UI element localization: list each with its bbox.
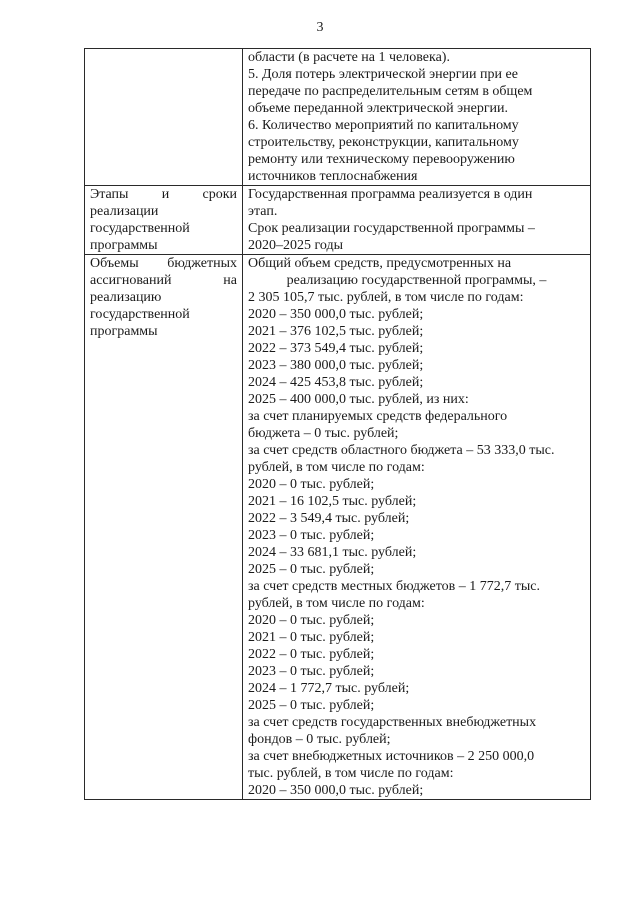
content-line: Государственная программа реализуется в один [248,187,533,202]
row-label-cell [85,49,243,186]
content-line: 2025 – 400 000,0 тыс. рублей, из них: [248,392,469,407]
content-line: Срок реализации государственной программы – [248,221,535,236]
content-line: объеме переданной электрической энергии. [248,101,509,116]
page-number: 3 [316,20,324,35]
content-line: области (в расчете на 1 человека). [248,50,450,65]
content-line: 2020 – 350 000,0 тыс. рублей; [248,783,424,798]
content-line: ремонту или техническому перевооружению [248,152,515,167]
content-line: за счет средств областного бюджета – 53 333,0 тыс. [248,443,555,458]
content-line: 2024 – 425 453,8 тыс. рублей; [248,375,424,390]
row-label-cell [85,186,243,255]
content-line: 6. Количество мероприятий по капитальному [248,118,519,133]
table-row [85,49,591,186]
content-line: 2020 – 0 тыс. рублей; [248,477,375,492]
content-line: 2024 – 1 772,7 тыс. рублей; [248,681,410,696]
content-line: строительству, реконструкции, капитальному [248,135,519,150]
content-line: 2023 – 0 тыс. рублей; [248,528,375,543]
content-line: 2021 – 376 102,5 тыс. рублей; [248,324,424,339]
program-passport-table [84,48,591,800]
row-content-cell [243,186,591,255]
content-line: бюджета – 0 тыс. рублей; [248,426,399,441]
row-label-cell [85,255,243,800]
content-line: 2 305 105,7 тыс. рублей, в том числе по годам: [248,290,524,305]
content-line: передаче по распределительным сетям в общем [248,84,533,99]
row-label: Объемы бюджетных ассигнований на реализацию государственной программы [90,256,237,339]
content-line: 2021 – 0 тыс. рублей; [248,630,375,645]
content-line: 2025 – 0 тыс. рублей; [248,562,375,577]
content-line: реализацию государственной программы, – [286,273,547,288]
row-content-cell [243,49,591,186]
content-line: рублей, в том числе по годам: [248,596,425,611]
content-line: 2022 – 373 549,4 тыс. рублей; [248,341,424,356]
content-line: за счет планируемых средств федерального [248,409,508,424]
content-line: 2022 – 0 тыс. рублей; [248,647,375,662]
table-row [85,186,591,255]
content-line: Общий объем средств, предусмотренных на [248,256,512,271]
content-line: рублей, в том числе по годам: [248,460,425,475]
content-line: 2022 – 3 549,4 тыс. рублей; [248,511,410,526]
content-line: за счет внебюджетных источников – 2 250 000,0 [248,749,535,764]
content-line: фондов – 0 тыс. рублей; [248,732,391,747]
content-line: 2020–2025 годы [248,238,344,253]
row-label: Этапы и сроки реализации государственной программы [90,187,237,253]
row-content-cell [243,255,591,800]
content-line: 2025 – 0 тыс. рублей; [248,698,375,713]
passport-table-body [85,49,591,800]
content-line: этап. [248,204,278,219]
content-line: 5. Доля потерь электрической энергии при ее [248,67,518,82]
content-line: за счет средств государственных внебюджетных [248,715,537,730]
content-line: 2023 – 380 000,0 тыс. рублей; [248,358,424,373]
content-line: 2023 – 0 тыс. рублей; [248,664,375,679]
content-line: 2020 – 350 000,0 тыс. рублей; [248,307,424,322]
content-line: 2021 – 16 102,5 тыс. рублей; [248,494,417,509]
content-line: источников теплоснабжения [248,169,418,184]
table-row [85,255,591,800]
content-line: 2024 – 33 681,1 тыс. рублей; [248,545,417,560]
content-line: 2020 – 0 тыс. рублей; [248,613,375,628]
content-line: за счет средств местных бюджетов – 1 772,7 тыс. [248,579,540,594]
content-line: тыс. рублей, в том числе по годам: [248,766,454,781]
